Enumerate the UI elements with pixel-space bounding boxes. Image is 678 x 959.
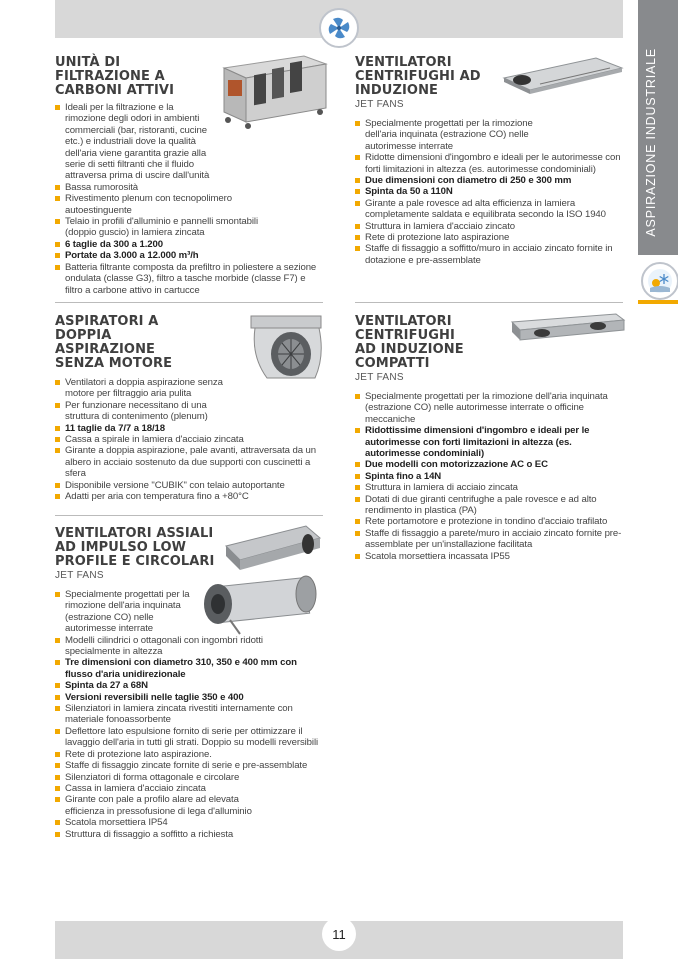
list-item: Cassa a spirale in lamiera d'acciaio zincata xyxy=(55,434,325,445)
list-item: 6 taglie da 300 a 1.200 xyxy=(55,239,325,250)
list-item: Due modelli con motorizzazione AC o EC xyxy=(355,459,625,470)
list-item: Specialmente progettati per la rimozione dell'aria inquinata (estrazione CO) nelle autorimesse interrate xyxy=(355,118,560,152)
bullet-list xyxy=(355,118,625,266)
list-item: Spinta da 50 a 110N xyxy=(355,186,625,197)
list-item: Struttura di fissaggio a soffitto a richiesta xyxy=(55,829,327,840)
list-item: Scatola morsettiera IP54 xyxy=(55,817,327,828)
divider xyxy=(355,302,623,303)
side-tab-label: ASPIRAZIONE INDUSTRIALE xyxy=(644,48,658,237)
list-item: Batteria filtrante composta da prefiltro in poliestere a sezione ondulata (classe G3), filtro a tasche morbide (classe F7) e filtro a carbone attivo in cartucce xyxy=(55,262,325,296)
jet-fan-image xyxy=(500,54,625,94)
list-item: Specialmente progettati per la rimozione dell'aria inquinata (estrazione CO) nelle autorimesse interrate o officine meccaniche xyxy=(355,391,625,425)
section-subtitle: JET FANS xyxy=(355,372,404,383)
bullet-list xyxy=(355,391,625,562)
side-accent-bar xyxy=(638,300,678,304)
list-item: Modelli cilindrici o ottagonali con ingombri ridotti specialmente in altezza xyxy=(55,635,297,658)
list-item: Bassa rumorosità xyxy=(55,182,325,193)
section-title: VENTILATORI CENTRIFUGHI AD INDUZIONE COMPATTI xyxy=(355,314,464,371)
list-item: Deflettore lato espulsione fornito di serie per ottimizzare il lavaggio dell'aria in tutti gli strati. Doppio su modelli reversibili xyxy=(55,726,327,749)
list-item: Rivestimento plenum con tecnopolimero autoestinguente xyxy=(55,193,250,216)
list-item: Struttura in lamiera d'acciaio zincato xyxy=(355,221,625,232)
list-item: Silenziatori di forma ottagonale e circolare xyxy=(55,772,327,783)
list-item: Rete di protezione lato aspirazione. xyxy=(55,749,327,760)
page-number: 11 xyxy=(322,917,356,951)
list-item: Per funzionare necessitano di una struttura di contenimento (plenum) xyxy=(55,400,240,423)
section-compact-centrifugal xyxy=(355,315,625,562)
list-item: Due dimensioni con diametro di 250 e 300 mm xyxy=(355,175,625,186)
double-inlet-fan-image xyxy=(245,312,327,388)
bullet-list xyxy=(55,102,325,296)
list-item: Staffe di fissaggio a parete/muro in acciaio zincato fornite pre-assemblate per un'installazione facilitata xyxy=(355,528,625,551)
list-item: Versioni reversibili nelle taglie 350 e 400 xyxy=(55,692,327,703)
list-item: Spinta fino a 14N xyxy=(355,471,625,482)
list-item: Silenziatori in lamiera zincata rivestiti internamente con materiale fonoassorbente xyxy=(55,703,315,726)
list-item: Tre dimensioni con diametro 310, 350 e 400 mm con flusso d'aria unidirezionale xyxy=(55,657,305,680)
section-subtitle: JET FANS xyxy=(55,570,104,581)
bullet-list xyxy=(55,377,325,502)
list-item: Ridotte dimensioni d'ingombro e ideali per le autorimesse con forti limitazioni in altezza (es. autorimesse condominiali) xyxy=(355,152,625,175)
list-item: Ridottissime dimensioni d'ingombro e ideali per le autorimesse con forti limitazioni in altezza (es. autorimesse condominiali) xyxy=(355,425,625,459)
list-item: Adatti per aria con temperatura fino a +80°C xyxy=(55,491,325,502)
section-title: ASPIRATORI A DOPPIA ASPIRAZIONE SENZA MOTORE xyxy=(55,314,173,371)
list-item: Disponibile versione "CUBIK" con telaio autoportante xyxy=(55,480,325,491)
section-title: VENTILATORI ASSIALI AD IMPULSO LOW PROFILE E CIRCOLARI xyxy=(55,526,215,569)
section-title: VENTILATORI CENTRIFUGHI AD INDUZIONE xyxy=(355,55,481,98)
section-subtitle: JET FANS xyxy=(355,99,404,110)
list-item: Scatola morsettiera incassata IP55 xyxy=(355,551,625,562)
list-item: Rete portamotore e protezione in tondino d'acciaio trafilato xyxy=(355,516,625,527)
filtration-unit-image xyxy=(216,50,328,130)
list-item: Portate da 3.000 a 12.000 m³/h xyxy=(55,250,325,261)
list-item: Dotati di due giranti centrifughe a pale rovesce e ad alto rendimento in plastica (PA) xyxy=(355,494,625,517)
list-item: Girante a doppia aspirazione, pale avanti, attraversata da un albero in acciaio sostenuto da due supporti con cuscinetti a sfera xyxy=(55,445,325,479)
side-tab xyxy=(638,0,678,255)
list-item: Girante a pale rovesce ad alta efficienza in lamiera completamente saldata e equilibrata secondo la ISO 1940 xyxy=(355,198,625,221)
list-item: Girante con pale a profilo alare ad elevata efficienza in pressofusione di lega d'alluminio xyxy=(55,794,280,817)
list-item: Staffe di fissaggio zincate fornite di serie e pre-assemblate xyxy=(55,760,327,771)
divider xyxy=(55,302,323,303)
fan-logo-icon xyxy=(319,8,359,48)
list-item: Cassa in lamiera d'acciaio zincata xyxy=(55,783,327,794)
list-item: Specialmente progettati per la rimozione dell'aria inquinata (estrazione CO) nelle autorimesse interrate xyxy=(55,589,190,635)
list-item: Rete di protezione lato aspirazione xyxy=(355,232,625,243)
list-item: Ventilatori a doppia aspirazione senza motore per filtraggio aria pulita xyxy=(55,377,240,400)
list-item: Staffe di fissaggio a soffitto/muro in acciaio zincato fornite in dotazione e pre-assemblate xyxy=(355,243,625,266)
section-title: UNITÀ DI FILTRAZIONE A CARBONI ATTIVI xyxy=(55,55,175,98)
snowflake-sun-icon xyxy=(641,262,678,300)
list-item: Ideali per la filtrazione e la rimozione degli odori in ambienti commerciali (bar, ristoranti, cucine etc.) e industriali dove la qualità dell'aria viene garantita grazie alla serie di setti filtranti che il fluido attraversa prima di uscire dall'unità xyxy=(55,102,215,182)
list-item: Struttura in lamiera di acciaio zincata xyxy=(355,482,625,493)
axial-jet-fan-image xyxy=(196,524,326,642)
list-item: Telaio in profili d'alluminio e pannelli smontabili (doppio guscio) in lamiera zincata xyxy=(55,216,275,239)
list-item: 11 taglie da 7/7 a 18/18 xyxy=(55,423,325,434)
compact-jet-fan-image xyxy=(508,312,626,342)
list-item: Spinta da 27 a 68N xyxy=(55,680,327,691)
divider xyxy=(55,515,323,516)
